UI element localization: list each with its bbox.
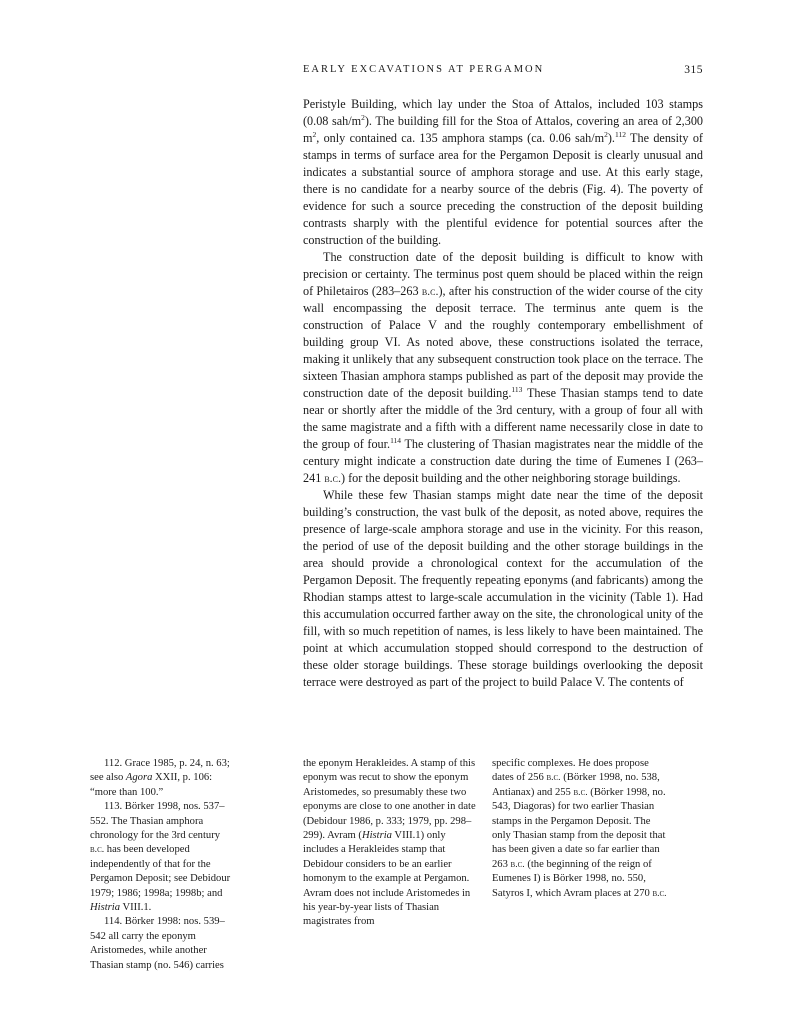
paragraph-2 [303, 249, 703, 487]
text-run: The clustering of Thasian magistrates near the middle of the century might indicate a construction date during the time of Eumenes I (263–241 [303, 437, 703, 485]
era-abbrev: b.c. [90, 844, 105, 856]
era-abbrev: b.c. [324, 471, 341, 485]
text-run: (Börker 1998, no. 543, Diagoras) for two earlier Thasian stamps in the Pergamon Deposit. The only Thasian stamp from the deposit that has been given a date so far earlier than 263 [492, 786, 666, 870]
italic-title: Agora [125, 772, 153, 784]
text-run: (the beginning of the reign of Eumenes I) is Börker 1998, no. 550, Satyros I, which Avram places at 270 [492, 858, 653, 899]
running-title: EARLY EXCAVATIONS AT PERGAMON [303, 64, 545, 75]
text-run: XXII, p. 106: “more than 100.” [90, 772, 213, 798]
footnotes-column-3 [492, 757, 670, 901]
footnotes-column-2 [303, 757, 483, 930]
footnote-ref-113[interactable]: 113 [511, 385, 523, 394]
paragraph-1 [303, 96, 703, 249]
text-run: 113. Börker 1998, nos. 537–552. The Thasian amphora chronology for the 3rd century [90, 801, 225, 842]
text-run: Peristyle Building, which lay under the Stoa of Attalos, included 103 stamps (0.08 sah/m [303, 97, 703, 128]
era-abbrev: b.c. [573, 786, 588, 798]
text-run: The construction date of the deposit building is difficult to know with precision or certainty. The terminus post quem should be placed within the reign of Philetairos (283–263 [303, 250, 703, 298]
era-abbrev: b.c. [652, 887, 667, 899]
footnote-114: 114. Börker 1998: nos. 539–542 all carry the eponym Aristomedes, while another Thasian stamp (no. 546) carries [90, 916, 225, 971]
era-abbrev: b.c. [421, 284, 439, 298]
text-run: ). The building fill for the Stoa of Attalos, covering an area of 2,300 m [303, 114, 704, 145]
footnote-ref-114[interactable]: 114 [390, 436, 402, 445]
text-run: the eponym Herakleides. A stamp of this eponym was recut to show the eponym Aristomedes, so presumably these two eponyms are close to one another in date (Debidour 1986, p. 333; 1979, pp. 298–299). Avram ( [303, 758, 476, 842]
text-run: These Thasian stamps tend to date near or shortly after the middle of the 3rd century, with a group of four all with the same magistrate and a fifth with a different name necessarily close in date to the group of four. [303, 386, 704, 451]
footnote-114-continued-2 [492, 757, 670, 901]
superscript: 2 [312, 130, 317, 139]
footnotes-column-1 [90, 757, 232, 973]
era-abbrev: b.c. [510, 858, 525, 870]
footnote-ref-112[interactable]: 112 [614, 130, 626, 139]
era-abbrev: b.c. [546, 772, 561, 784]
main-text [303, 96, 703, 691]
italic-title: Histria [361, 830, 392, 842]
text-run: (Börker 1998, no. 538, Antianax) and 255 [492, 772, 660, 798]
superscript: 2 [604, 130, 608, 139]
text-run: VIII.1) only includes a Herakleides stamp that Debidour considers to be an earlier homonym to the example at Pergamon. Avram does not include Aristomedes in his year-by-year lists of Thasian magistrates from [303, 830, 471, 928]
text-run: , only contained ca. 135 amphora stamps (ca. 0.06 sah/m [316, 131, 605, 145]
italic-title: Histria [90, 902, 121, 914]
superscript: 2 [361, 113, 365, 122]
text-run: The density of stamps in terms of surface area for the Pergamon Deposit is clearly unusual and indicates a substantial source of amphora storage and use. At this early stage, there is no candidate for a nearby source of the debris (Fig. 4). The poverty of evidence for such a source preceding the construction of the deposit building contrasts sharply with the plentiful evidence for potential sources after the construction of the building. [303, 131, 703, 247]
text-run: ), after his construction of the wider course of the city wall encompassing the deposit terrace. The terminus ante quem is the construction of Palace V and the roughly contemporary embellishment of building group VI. As noted above, these constructions isolated the terrace, making it unlikely that any subsequent construction took place on the terrace. The sixteen Thasian amphora stamps published as part of the deposit may provide the construction date of the deposit building. [303, 284, 704, 400]
running-header [303, 64, 703, 80]
page-number: 315 [684, 64, 703, 76]
text-run: specific complexes. He does propose dates of 256 [492, 758, 649, 784]
footnote-114-continued [303, 757, 483, 930]
text-run: has been developed independently of that for the Pergamon Deposit; see Debidour 1979; 1986; 1998a; 1998b; and [90, 844, 231, 899]
paragraph-3: While these few Thasian stamps might date near the time of the deposit building’s construction, the vast bulk of the deposit, as noted above, requires the presence of large-scale amphora storage and use in the vicinity. For this reason, the period of use of the deposit building and the other storage buildings in the area should provide a chronological context for the accumulation of the Pergamon Deposit. The frequently repeating eponyms (and fabricants) among the Rhodian stamps attest to large-scale accumulation in the vicinity (Table 1). Had this accumulation occurred farther away on the site, the chronological unity of the fill, with so much repetition of names, is less likely to have been maintained. The point at which accumulation stopped should correspond to the destruction of these older storage buildings. These storage buildings overlooking the deposit terrace were destroyed as part of the project to build Palace V. The contents of [303, 488, 703, 689]
text-run: VIII.1. [120, 902, 152, 914]
text-run: ) for the deposit building and the other neighboring storage buildings. [341, 471, 681, 485]
text-run: ). [607, 131, 615, 145]
footnote-113 [90, 800, 232, 915]
footnote-112 [90, 757, 232, 800]
text-run: 112. Grace 1985, p. 24, n. 63; see also [90, 758, 230, 784]
